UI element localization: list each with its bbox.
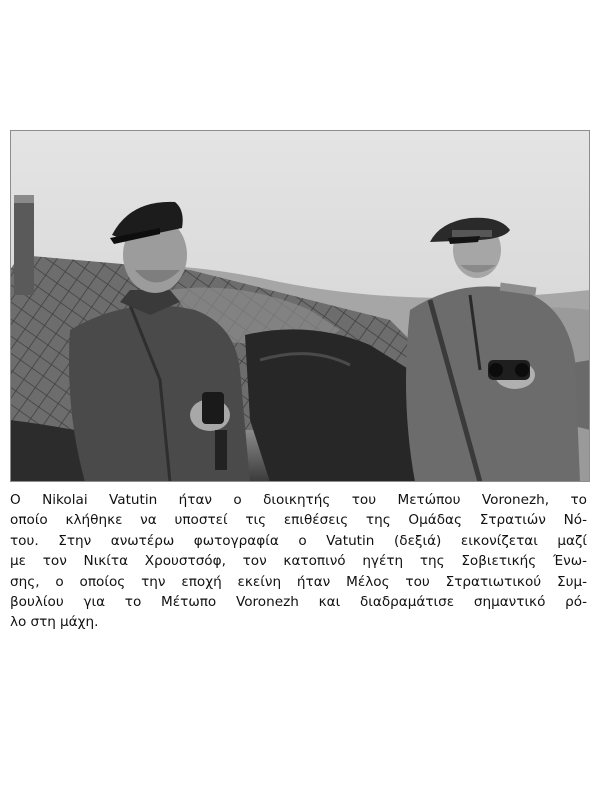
caption-line: του. Στην ανωτέρω φωτογραφία ο Vatutin (δεξιά) εικονίζεται μαζί (10, 532, 587, 549)
caption-line: οποίο κλήθηκε να υποστεί τις επιθέσεις της Ομάδας Στρατιών Νό- (10, 512, 587, 529)
caption-line: λο στη μάχη. (10, 614, 99, 631)
caption-line: σης, ο οποίος την εποχή εκείνη ήταν Μέλος του Στρατιωτικού Συμ- (10, 573, 587, 590)
photo-illustration (10, 130, 590, 482)
caption-line: με τον Νικίτα Χρουστσόφ, τον κατοπινό ηγέτη της Σοβιετικής Ένω- (10, 553, 587, 570)
caption-line: βουλίου για το Μέτωπο Voronezh και διαδραμάτισε σημαντικό ρό- (10, 594, 587, 611)
photo-caption (10, 490, 587, 633)
caption-line: Ο Nikolai Vatutin ήταν ο διοικητής του Μετώπου Voronezh, το (10, 492, 587, 508)
archival-photo (10, 130, 590, 482)
